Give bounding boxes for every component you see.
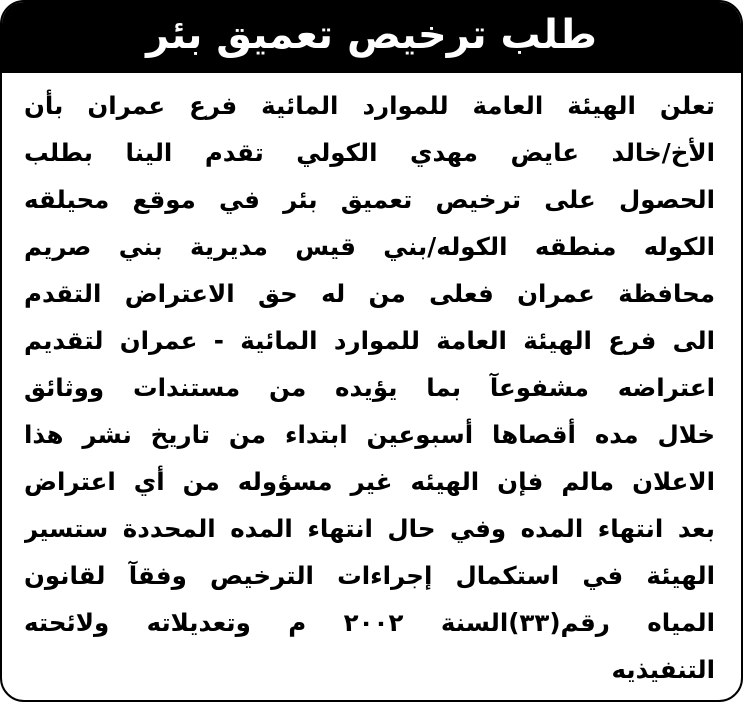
notice-line: الى فرع الهيئة العامة للموارد المائية - عمران لتقديم — [24, 326, 715, 355]
notice-line: خلال مده أقصاها أسبوعين ابتداء من تاريخ نشر هذا — [24, 420, 715, 449]
notice-line: الأخ/خالد عايض مهدي الكولي تقدم الينا بطلب — [24, 138, 715, 167]
notice-line: التنفيذيه — [611, 655, 715, 684]
notice-line: بعد انتهاء المده وفي حال انتهاء المده المحددة ستسير — [24, 514, 715, 543]
notice-line: اعتراضه مشفوعآ بما يؤيده من مستندات ووثائق — [24, 373, 715, 402]
notice-line: الحصول على ترخيص تعميق بئر في موقع محيلقه — [24, 185, 715, 214]
notice-header — [2, 2, 741, 73]
notice-line: تعلن الهيئة العامة للموارد المائية فرع عمران بأن — [24, 91, 715, 120]
notice-title: طلب ترخيص تعميق بئر — [146, 11, 597, 58]
notice-body — [24, 82, 715, 693]
notice-line: الهيئة في استكمال إجراءات الترخيص وفقآ لقانون — [24, 561, 715, 590]
notice-line: المياه رقم(٣٣)السنة ٢٠٠٢ م وتعديلاته ولائحته — [24, 608, 715, 637]
notice-line: الاعلان مالم فإن الهيئه غير مسؤوله من أي اعتراض — [24, 467, 715, 496]
notice-line: محافظة عمران فعلى من له حق الاعتراض التقدم — [24, 279, 715, 308]
notice-line: الكوله منطقه الكوله/بني قيس مديرية بني صريم — [24, 232, 715, 261]
